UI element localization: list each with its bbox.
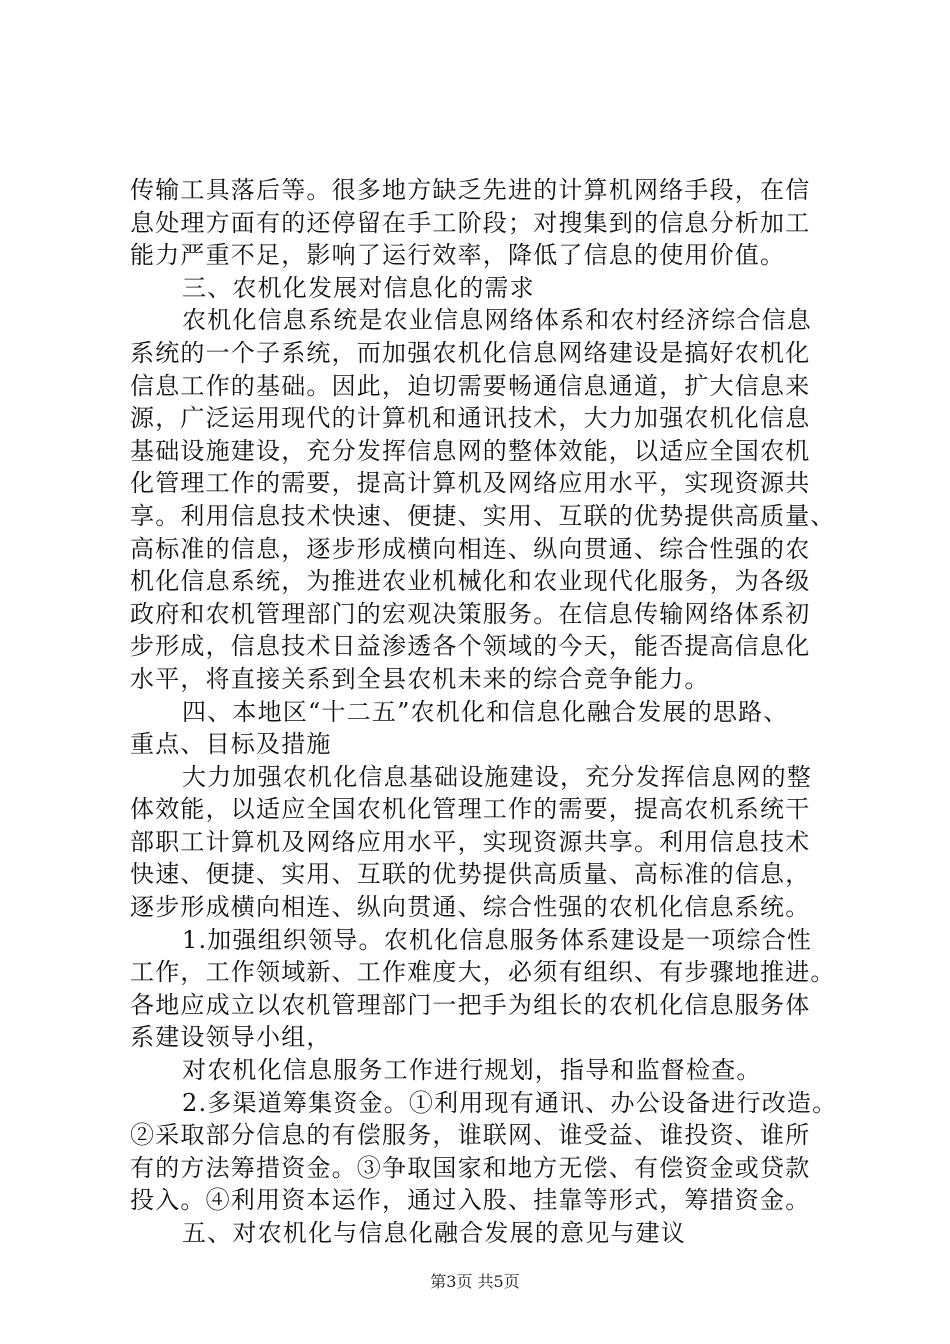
text-line: 机化信息系统，为推进农业机械化和农业现代化服务，为各级	[130, 567, 811, 596]
text-line: 投入。④利用资本运作，通过入股、挂靠等形式，筹措资金。	[130, 1186, 811, 1215]
text-line: 部职工计算机及网络应用水平，实现资源共享。利用信息技术	[130, 827, 811, 856]
text-line: 2.多渠道筹集资金。①利用现有通讯、办公设备进行改造。	[182, 1088, 838, 1117]
text-line: 水平，将直接关系到全县农机未来的综合竞争能力。	[130, 664, 710, 693]
text-line: 基础设施建设，充分发挥信息网的整体效能，以适应全国农机	[130, 436, 811, 465]
text-line: 源，广泛运用现代的计算机和通讯技术，大力加强农机化信息	[130, 404, 811, 433]
text-line: 系统的一个子系统，而加强农机化信息网络建设是搞好农机化	[130, 338, 811, 367]
text-line: 能力严重不足，影响了运行效率，降低了信息的使用价值。	[130, 241, 786, 270]
text-line: 逐步形成横向相连、纵向贯通、综合性强的农机化信息系统。	[130, 893, 811, 922]
text-line: 信息工作的基础。因此，迫切需要畅通信息通道，扩大信息来	[130, 371, 811, 400]
text-line: 传输工具落后等。很多地方缺乏先进的计算机网络手段，在信	[130, 176, 811, 204]
text-line: 各地应成立以农机管理部门一把手为组长的农机化信息服务体	[130, 990, 811, 1019]
text-line: 化管理工作的需要，提高计算机及网络应用水平，实现资源共	[130, 469, 811, 498]
text-line: 系建设领导小组，	[130, 1023, 332, 1052]
text-line: 步形成，信息技术日益渗透各个领域的今天，能否提高信息化	[130, 632, 811, 661]
text-line: 快速、便捷、实用、互联的优势提供高质量、高标准的信息，	[130, 860, 811, 889]
text-line: 五、对农机化与信息化融合发展的意见与建议	[182, 1219, 686, 1247]
text-line: 息处理方面有的还停留在手工阶段；对搜集到的信息分析加工	[130, 208, 811, 237]
page-footer: 第3页 共5页	[430, 1272, 520, 1291]
text-line: 工作，工作领域新、工作难度大，必须有组织、有步骤地推进。	[130, 958, 836, 987]
text-line: 三、农机化发展对信息化的需求	[182, 273, 535, 302]
text-line: 有的方法筹措资金。③争取国家和地方无偿、有偿资金或贷款	[130, 1153, 811, 1182]
text-line: 大力加强农机化信息基础设施建设，充分发挥信息网的整	[182, 762, 812, 791]
text-line: 享。利用信息技术快速、便捷、实用、互联的优势提供高质量、	[130, 501, 836, 530]
text-line: 重点、目标及措施	[130, 730, 332, 759]
text-line: 1.加强组织领导。农机化信息服务体系建设是一项综合性	[182, 925, 813, 954]
text-line: 高标准的信息，逐步形成横向相连、纵向贯通、综合性强的农	[130, 534, 811, 563]
text-line: ②采取部分信息的有偿服务，谁联网、谁受益、谁投资、谁所	[130, 1121, 811, 1150]
document-body	[130, 174, 846, 1250]
text-line: 政府和农机管理部门的宏观决策服务。在信息传输网络体系初	[130, 599, 811, 628]
text-line: 体效能，以适应全国农机化管理工作的需要，提高农机系统干	[130, 795, 811, 824]
text-line: 对农机化信息服务工作进行规划，指导和监督检查。	[182, 1056, 762, 1085]
text-line: 农机化信息系统是农业信息网络体系和农村经济综合信息	[182, 306, 812, 335]
text-line: 四、本地区“十二五”农机化和信息化融合发展的思路、	[182, 697, 789, 726]
